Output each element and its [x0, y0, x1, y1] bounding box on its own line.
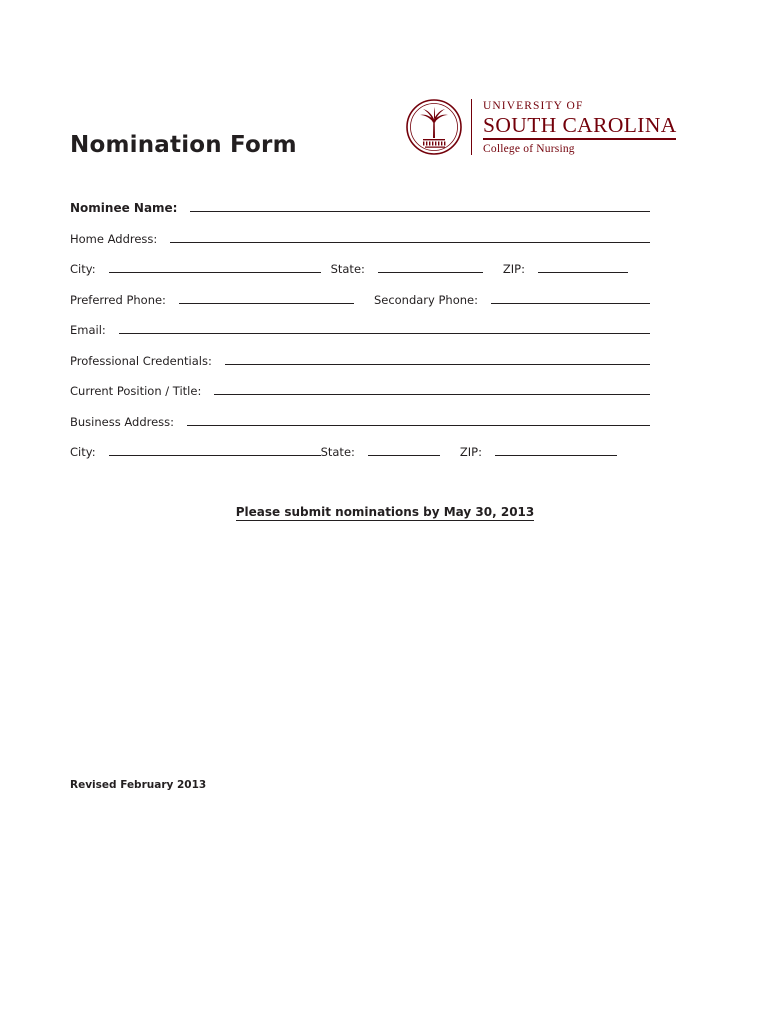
label-email: Email: — [70, 323, 106, 337]
field-row-professional-credentials — [70, 353, 650, 368]
field-row-city-state-zip — [70, 261, 650, 276]
label-business-city: City: — [70, 445, 96, 459]
nomination-form-fields — [70, 200, 650, 475]
logo-line-college: College of Nursing — [483, 143, 575, 155]
logo-wordmark — [483, 98, 677, 156]
label-nominee-name: Nominee Name: — [70, 201, 178, 215]
field-row-business-address — [70, 414, 650, 429]
field-row-email — [70, 322, 650, 337]
input-business-zip[interactable] — [495, 444, 617, 456]
input-business-state[interactable] — [368, 444, 440, 456]
label-city: City: — [70, 262, 96, 276]
deadline-notice — [0, 505, 770, 519]
logo-line-university: UNIVERSITY OF — [483, 100, 584, 112]
field-row-home-address — [70, 231, 650, 246]
input-email[interactable] — [119, 322, 650, 334]
field-row-phones — [70, 292, 650, 307]
page-title: Nomination Form — [70, 132, 297, 158]
input-current-position[interactable] — [214, 383, 650, 395]
field-row-business-city-state-zip — [70, 444, 650, 459]
input-preferred-phone[interactable] — [179, 292, 354, 304]
label-current-position: Current Position / Title: — [70, 384, 202, 398]
usc-logo — [405, 98, 700, 160]
deadline-text: Please submit nominations by May 30, 2013 — [235, 505, 535, 519]
input-business-address[interactable] — [187, 414, 650, 426]
logo-line-south-carolina: SOUTH CAROLINA — [483, 113, 677, 137]
label-business-state: State: — [320, 445, 355, 459]
logo-rule — [483, 138, 676, 140]
field-row-current-position — [70, 383, 650, 398]
university-seal-icon — [405, 98, 463, 156]
input-secondary-phone[interactable] — [491, 292, 650, 304]
revision-footer: Revised February 2013 — [70, 779, 207, 791]
input-state[interactable] — [378, 261, 483, 273]
label-secondary-phone: Secondary Phone: — [373, 292, 478, 307]
field-row-nominee-name — [70, 200, 650, 215]
input-home-address[interactable] — [170, 231, 650, 243]
label-zip: ZIP: — [502, 262, 525, 276]
document-header — [70, 90, 700, 180]
label-home-address: Home Address: — [70, 231, 158, 246]
input-nominee-name[interactable] — [190, 200, 650, 212]
label-business-zip: ZIP: — [459, 445, 482, 459]
input-professional-credentials[interactable] — [225, 353, 650, 365]
label-business-address: Business Address: — [70, 414, 175, 429]
logo-divider — [471, 99, 472, 155]
label-professional-credentials: Professional Credentials: — [70, 353, 212, 368]
input-business-city[interactable] — [109, 444, 321, 456]
label-state: State: — [330, 262, 365, 276]
label-preferred-phone: Preferred Phone: — [70, 292, 166, 307]
input-city[interactable] — [109, 261, 321, 273]
input-zip[interactable] — [538, 261, 628, 273]
